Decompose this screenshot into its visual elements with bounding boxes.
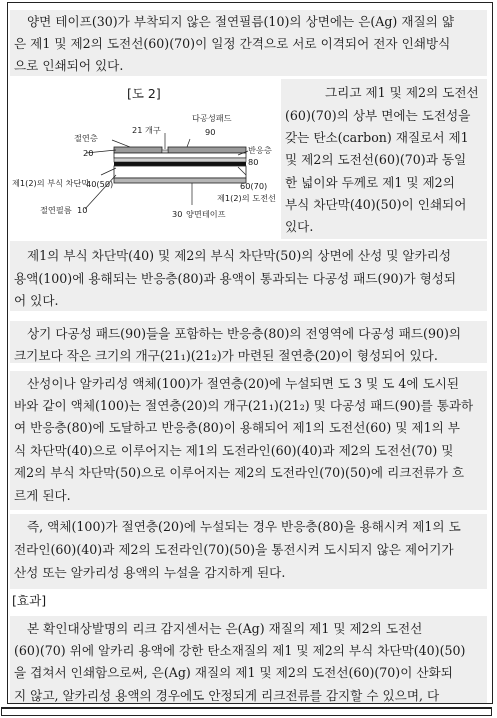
leader-line [112, 140, 130, 147]
text-line: (60)(70)의 상부 면에는 도전성을 [285, 108, 471, 123]
text-line: 제2의 부식 차단막(50)으로 이루어지는 제2의 도전라인(70)(50)에 리크전류가 흐 [14, 465, 465, 480]
leader-line [187, 139, 190, 147]
insulating-layer-right [168, 147, 246, 153]
label-porous-pad: 다공성패드 [192, 113, 232, 123]
text-line: 및 제2의 도전선(60)(70)과 동일 [285, 152, 467, 167]
text-line: 지 않고, 알카리성 용액의 경우에도 안정되게 리크전류를 감지할 수 있으며, 다 [14, 688, 440, 703]
text-line: 르게 된다. [14, 488, 71, 503]
label-30: 30 [172, 209, 183, 219]
text-line: 제1의 부식 차단막(40) 및 제2의 부식 차단막(50)의 상면에 산성 및 알카리성 [27, 248, 452, 263]
label-10: 10 [77, 205, 88, 215]
label-insulating-layer: 절연층 [74, 133, 98, 143]
insulating-film-layer [114, 166, 246, 178]
figure-2-diagram [12, 105, 277, 232]
label-21: 21 [132, 125, 143, 135]
label-conductor: 제1(2)의 도전선 [217, 193, 276, 203]
page-bottom-bar [1, 707, 492, 716]
text-line: 부식 차단막(40)(50)이 인쇄되어 [285, 197, 467, 212]
text-line: 어 있다. [14, 293, 59, 308]
text-line: 한 넓이와 두께로 제1 및 제2의 [285, 175, 455, 190]
double-tape-layer [114, 178, 246, 183]
conductor-layer [114, 162, 246, 166]
text-line: 용액(100)에 용해되는 반응층(80)과 용액이 통과되는 다공성 패드(90)가 형성되 [14, 271, 457, 286]
figure-title: [도 2] [127, 86, 161, 101]
text-line: 그리고 제1 및 제2의 도전선 [325, 85, 479, 100]
text-line: 을 겹쳐서 인쇄함으로써, 은(Ag) 재질의 제1 및 제2의 도전선(60)(70)이 산화되 [14, 665, 453, 680]
text-line: 은 제1 및 제2의 도전선(60)(70)이 일정 간격으로 서로 이격되어 전자 인쇄방식 [14, 36, 451, 51]
label-opening: 개구 [145, 125, 161, 135]
text-line: 상기 다공성 패드(90)들을 포함하는 반응층(80)의 전영역에 다공성 패드(90)의 [27, 326, 462, 341]
label-80: 80 [248, 157, 259, 167]
text-line: 으로 인쇄되어 있다. [14, 58, 124, 73]
label-double-tape: 양면테이프 [186, 209, 226, 219]
reaction-layer [114, 153, 246, 158]
label-insulating-film: 절연필름 [40, 205, 72, 215]
label-6070: 60(70) [240, 181, 268, 191]
text-line: 산성 또는 알카리성 용액의 누설을 감지하게 된다. [14, 565, 286, 580]
text-line: 양면 테이프(30)가 부착되지 않은 절연필름(10)의 상면에는 은(Ag) 재질의 얇 [27, 14, 455, 29]
text-line: 있다. [285, 219, 314, 234]
text-line: 바와 같이 액체(100)는 절연층(20)의 개구(21₁)(21₂) 및 다공성 패드(90)를 통과하 [14, 398, 474, 413]
corrosion-barrier-layer [114, 158, 246, 162]
label-4050: 40(50) [86, 179, 114, 189]
label-corrosion-barrier: 제1(2)의 부식 차단막 [12, 178, 90, 188]
text-line: 즉, 액체(100)가 절연층(20)에 누설되는 경우 반응층(80)을 용해시켜 제1의 도 [27, 519, 461, 534]
label-reaction-layer: 반응층 [248, 145, 272, 155]
porous-pad [162, 150, 168, 153]
text-line: 본 확인대상발명의 리크 감지센서는 은(Ag) 재질의 제1 및 제2의 도전선 [27, 621, 423, 636]
text-line: 산성이나 알카리성 액체(100)가 절연층(20)에 누설되면 도 3 및 도 4에 도시된 [27, 376, 460, 391]
text-line: 갖는 탄소(carbon) 재질로서 제1 [285, 130, 469, 145]
text-line: 전라인(60)(40)과 제2의 도전라인(70)(50)을 통전시켜 도시되지 않은 제어기가 [14, 542, 454, 557]
insulating-layer-left [114, 147, 162, 153]
text-line: 식 차단막(40)으로 이루어지는 제1의 도전라인(60)(40)과 제2의 도전선(70) 및 [14, 443, 454, 458]
label-90: 90 [205, 127, 216, 137]
text-line: 크기보다 작은 크기의 개구(21₁)(21₂)가 마련된 절연층(20)이 형성되어 있다. [14, 348, 438, 363]
text-line: (60)(70) 위에 알카리 용액에 강한 탄소재질의 제1 및 제2의 부식 차단막(40)(50) [14, 643, 466, 658]
text-line: 여 반응층(80)에 도달하고 반응층(80)이 용해되어 제1의 도전선(60) 및 제1의 부 [14, 420, 460, 435]
section-heading-effect: [효과] [12, 593, 47, 608]
label-20: 20 [83, 148, 94, 158]
